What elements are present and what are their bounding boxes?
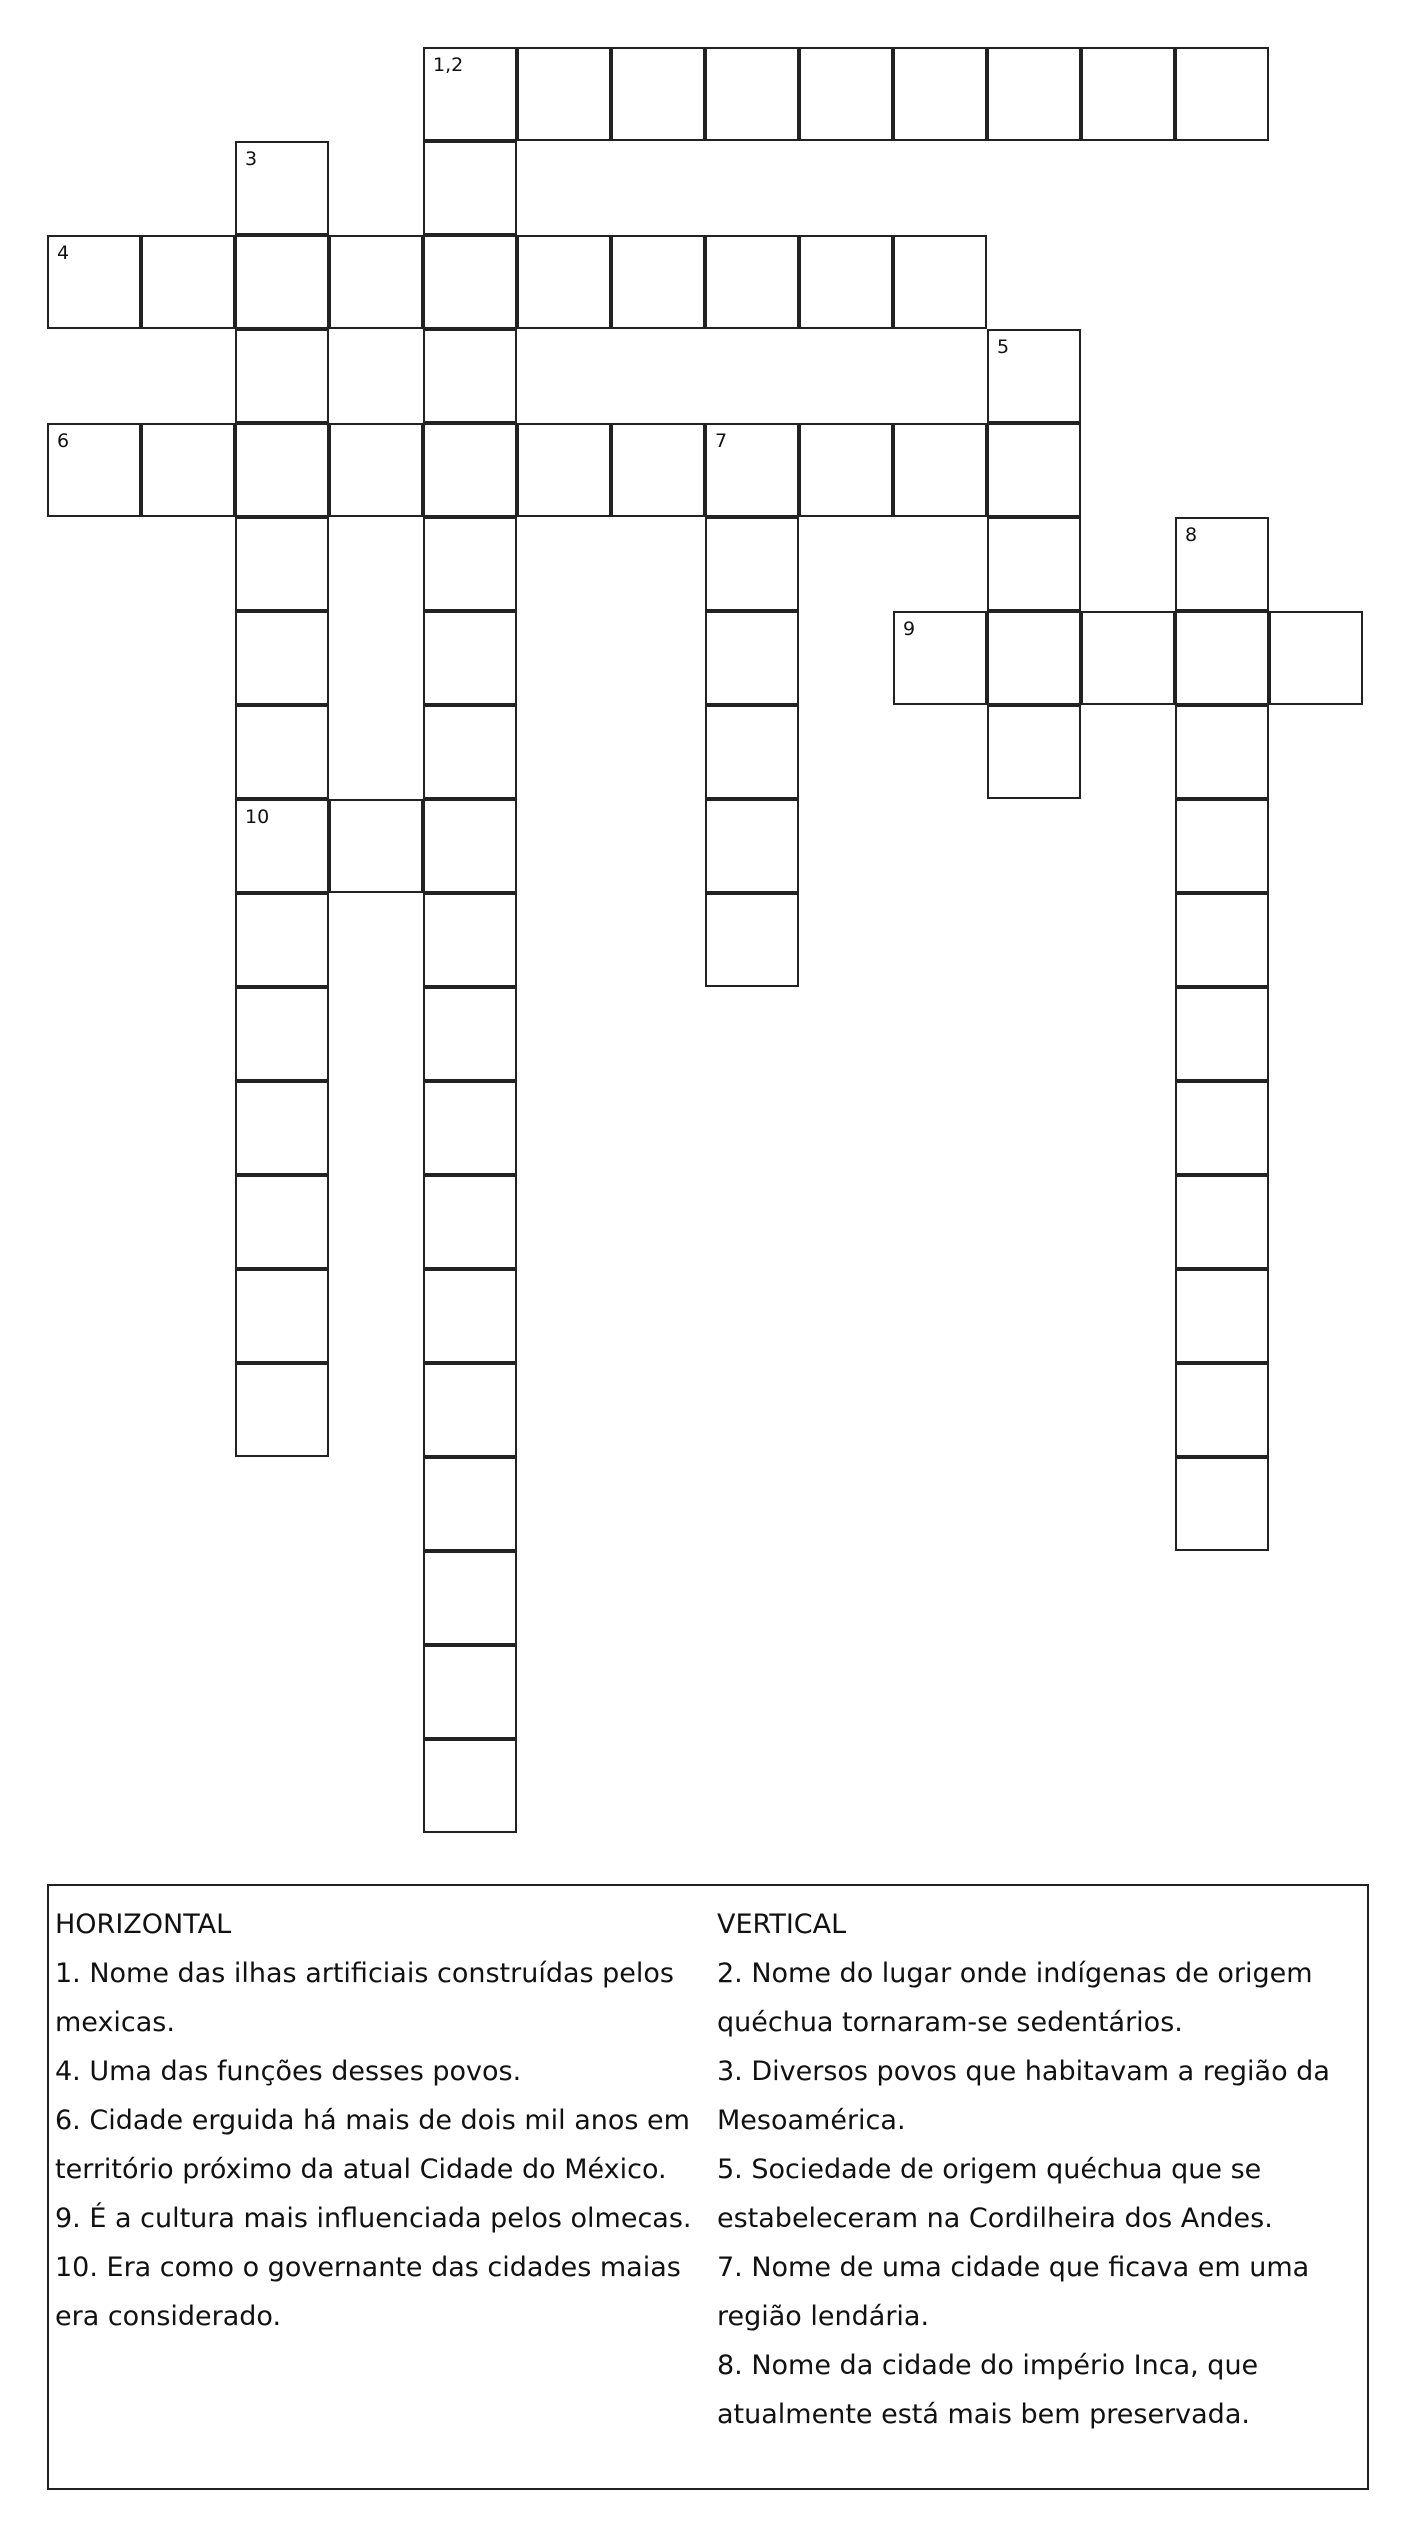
grid-cell[interactable] <box>1175 987 1269 1081</box>
clue-number: 4 <box>57 242 70 264</box>
vertical-clues <box>717 1900 1357 2439</box>
grid-cell[interactable] <box>235 1175 329 1269</box>
grid-cell[interactable] <box>423 1175 517 1269</box>
grid-cell[interactable] <box>235 611 329 705</box>
grid-cell[interactable] <box>893 423 987 517</box>
vertical-clue-7: 7. Nome de uma cidade que ficava em uma região lendária. <box>717 2252 1310 2332</box>
grid-cell[interactable] <box>329 235 423 329</box>
grid-cell[interactable] <box>799 423 893 517</box>
horizontal-clue-10: 10. Era como o governante das cidades maias era considerado. <box>55 2252 681 2332</box>
grid-cell[interactable] <box>423 705 517 799</box>
grid-cell[interactable] <box>1175 705 1269 799</box>
grid-cell[interactable] <box>141 423 235 517</box>
vertical-heading: VERTICAL <box>717 1909 847 1940</box>
grid-cell[interactable] <box>423 1739 517 1833</box>
grid-cell[interactable] <box>1175 1457 1269 1551</box>
grid-cell[interactable] <box>423 1645 517 1739</box>
grid-cell[interactable] <box>1175 517 1269 611</box>
grid-cell[interactable] <box>893 47 987 141</box>
horizontal-clue-1: 1. Nome das ilhas artificiais construídas pelos mexicas. <box>55 1958 674 2038</box>
grid-cell[interactable] <box>893 611 987 705</box>
grid-cell[interactable] <box>1175 47 1269 141</box>
grid-cell[interactable] <box>235 517 329 611</box>
grid-cell[interactable] <box>235 987 329 1081</box>
grid-cell[interactable] <box>1175 893 1269 987</box>
grid-cell[interactable] <box>329 799 423 893</box>
grid-cell[interactable] <box>423 1081 517 1175</box>
grid-cell[interactable] <box>799 47 893 141</box>
grid-cell[interactable] <box>1175 1081 1269 1175</box>
grid-cell[interactable] <box>1175 1363 1269 1457</box>
clues-box <box>47 1884 1369 2490</box>
clue-number: 10 <box>245 806 270 828</box>
grid-cell[interactable] <box>987 517 1081 611</box>
vertical-clue-3: 3. Diversos povos que habitavam a região da Mesoamérica. <box>717 2056 1330 2136</box>
grid-cell[interactable] <box>423 987 517 1081</box>
grid-cell[interactable] <box>1269 611 1363 705</box>
grid-cell[interactable] <box>705 235 799 329</box>
grid-cell[interactable] <box>329 423 423 517</box>
grid-cell[interactable] <box>423 1269 517 1363</box>
grid-cell[interactable] <box>235 235 329 329</box>
horizontal-clue-9: 9. É a cultura mais influenciada pelos olmecas. <box>55 2203 692 2234</box>
grid-cell[interactable] <box>705 799 799 893</box>
clue-number: 9 <box>903 618 916 640</box>
horizontal-heading: HORIZONTAL <box>55 1909 232 1940</box>
grid-cell[interactable] <box>141 235 235 329</box>
grid-cell[interactable] <box>987 329 1081 423</box>
grid-cell[interactable] <box>423 799 517 893</box>
grid-cell[interactable] <box>423 47 517 141</box>
horizontal-clue-4: 4. Uma das funções desses povos. <box>55 2056 522 2087</box>
grid-cell[interactable] <box>987 705 1081 799</box>
grid-cell[interactable] <box>423 423 517 517</box>
grid-cell[interactable] <box>987 423 1081 517</box>
clue-number: 1,2 <box>433 54 464 76</box>
grid-cell[interactable] <box>423 1363 517 1457</box>
grid-cell[interactable] <box>235 705 329 799</box>
grid-cell[interactable] <box>423 611 517 705</box>
grid-cell[interactable] <box>423 893 517 987</box>
vertical-clue-8: 8. Nome da cidade do império Inca, que atualmente está mais bem preservada. <box>717 2350 1259 2430</box>
grid-cell[interactable] <box>705 517 799 611</box>
grid-cell[interactable] <box>1175 611 1269 705</box>
grid-cell[interactable] <box>517 423 611 517</box>
grid-cell[interactable] <box>235 1363 329 1457</box>
grid-cell[interactable] <box>47 235 141 329</box>
grid-cell[interactable] <box>235 329 329 423</box>
grid-cell[interactable] <box>705 893 799 987</box>
grid-cell[interactable] <box>423 329 517 423</box>
grid-cell[interactable] <box>423 141 517 235</box>
grid-cell[interactable] <box>1081 611 1175 705</box>
clue-number: 7 <box>715 430 728 452</box>
grid-cell[interactable] <box>423 1457 517 1551</box>
grid-cell[interactable] <box>423 1551 517 1645</box>
clue-number: 5 <box>997 336 1010 358</box>
grid-cell[interactable] <box>235 1269 329 1363</box>
grid-cell[interactable] <box>235 799 329 893</box>
grid-cell[interactable] <box>799 235 893 329</box>
grid-cell[interactable] <box>235 141 329 235</box>
horizontal-clues <box>55 1900 695 2341</box>
grid-cell[interactable] <box>987 611 1081 705</box>
grid-cell[interactable] <box>611 47 705 141</box>
horizontal-clue-6: 6. Cidade erguida há mais de dois mil anos em território próximo da atual Cidade do México. <box>55 2105 690 2185</box>
grid-cell[interactable] <box>1175 1269 1269 1363</box>
grid-cell[interactable] <box>1081 47 1175 141</box>
grid-cell[interactable] <box>517 235 611 329</box>
grid-cell[interactable] <box>423 235 517 329</box>
grid-cell[interactable] <box>705 47 799 141</box>
grid-cell[interactable] <box>47 423 141 517</box>
grid-cell[interactable] <box>235 1081 329 1175</box>
grid-cell[interactable] <box>423 517 517 611</box>
grid-cell[interactable] <box>987 47 1081 141</box>
vertical-clue-5: 5. Sociedade de origem quéchua que se estabeleceram na Cordilheira dos Andes. <box>717 2154 1273 2234</box>
clue-number: 6 <box>57 430 70 452</box>
grid-cell[interactable] <box>611 235 705 329</box>
grid-cell[interactable] <box>705 423 799 517</box>
grid-cell[interactable] <box>517 47 611 141</box>
grid-cell[interactable] <box>705 611 799 705</box>
vertical-clue-2: 2. Nome do lugar onde indígenas de origem quéchua tornaram-se sedentários. <box>717 1958 1313 2038</box>
grid-cell[interactable] <box>1175 799 1269 893</box>
grid-cell[interactable] <box>235 423 329 517</box>
grid-cell[interactable] <box>1175 1175 1269 1269</box>
grid-cell[interactable] <box>611 423 705 517</box>
grid-cell[interactable] <box>705 705 799 799</box>
clue-number: 3 <box>245 148 258 170</box>
clue-number: 8 <box>1185 524 1198 546</box>
grid-cell[interactable] <box>235 893 329 987</box>
grid-cell[interactable] <box>893 235 987 329</box>
